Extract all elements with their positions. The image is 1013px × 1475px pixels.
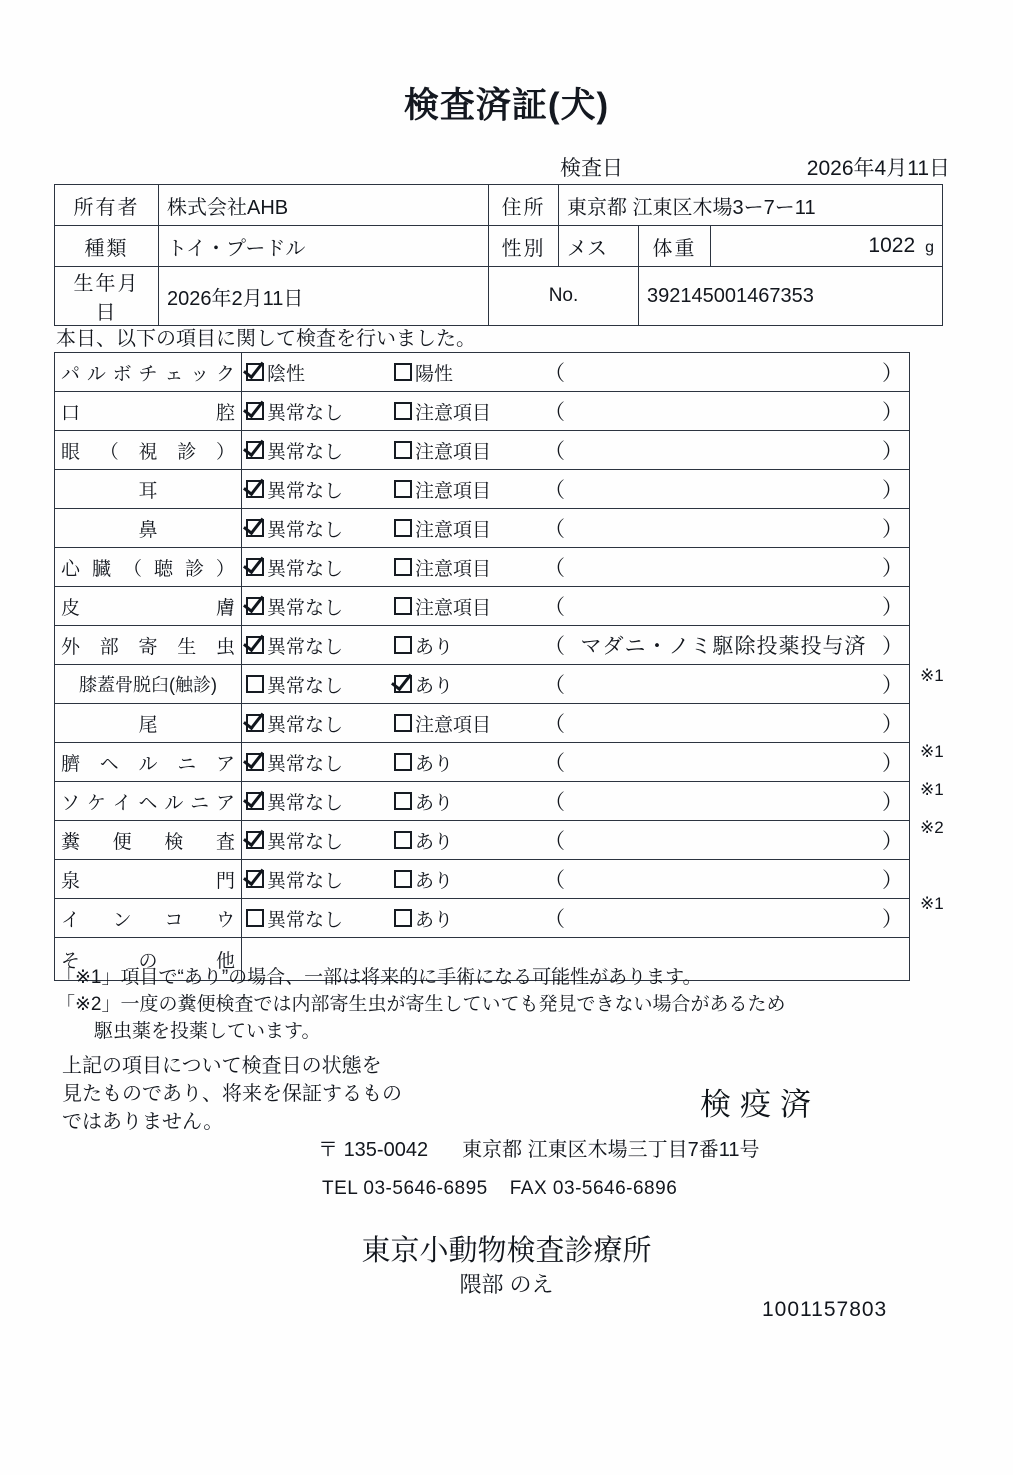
checkbox-option-1[interactable] [246,749,394,776]
checkbox-option-1-label: 異常なし [267,714,344,736]
checklist-item-label: 糞 便 検 査 [55,821,242,860]
checkbox-option-1-label: 異常なし [267,480,344,502]
checklist-note-field[interactable] [544,552,909,582]
paren-close: ） [882,791,903,814]
checkbox-option-1-label: 異常なし [267,558,344,580]
checklist-item-label-other: そ の 他 [55,938,242,981]
clinic-name: 東京小動物検査診療所 [361,1235,652,1267]
checkbox-option-1-label: 異常なし [267,441,344,463]
checklist-item-options [242,899,910,938]
checklist-item-options [242,353,910,392]
checkbox-option-1[interactable] [246,398,394,425]
footnote-marker: ※1 [920,741,944,761]
checklist-item-options [242,431,910,470]
checklist-item-label: 耳 [55,470,242,509]
exam-date-line [560,152,950,182]
checklist-item-options [242,665,910,704]
clinic-contact-line [322,1178,677,1200]
birth-value: 2026年2月11日 [159,267,489,326]
disclaimer-line-2: 見たものであり、将来を保証するもの [62,1083,402,1105]
checkbox-icon[interactable] [394,519,412,537]
checkbox-option-2[interactable] [394,671,544,698]
postal-code [318,1139,428,1161]
checklist-item-label: 心 臓 （ 聴 診 ） [55,548,242,587]
registration-no-value: 392145001467353 [639,267,943,326]
checkbox-icon[interactable] [394,441,412,459]
address-value: 東京都 江東区木場3ー7ー11 [559,185,943,226]
paren-open: （ [544,362,565,385]
checkbox-option-1-label: 異常なし [267,636,344,658]
checkbox-icon[interactable] [394,753,412,771]
checklist-item-label: 外 部 寄 生 虫 [55,626,242,665]
paren-open: （ [544,635,565,658]
breed-label: 種類 [55,226,159,267]
checklist-item-label: ソ ケ イ ヘ ル ニ ア [55,782,242,821]
checkbox-option-2-label: あり [415,675,454,697]
paren-close: ） [882,440,903,463]
footnote-marker [916,504,986,542]
checkbox-option-2-label: あり [415,792,454,814]
checklist-row [55,626,910,665]
checkbox-option-2[interactable] [394,398,544,425]
checklist-note-field[interactable] [544,786,909,816]
checkbox-option-1[interactable] [246,359,394,386]
checklist-row [55,899,910,938]
checklist-item-label: 尾 [55,704,242,743]
paren-open: （ [544,440,565,463]
paren-open: （ [544,908,565,931]
checkbox-icon[interactable] [246,519,264,537]
paren-close: ） [882,518,903,541]
checkbox-icon[interactable] [394,870,412,888]
checklist-note-field[interactable] [544,630,909,660]
exam-date-value: 2026年4月11日 [806,157,950,180]
checkbox-option-1-label: 異常なし [267,870,344,892]
inspection-checklist-table [54,352,910,981]
checklist-row [55,509,910,548]
checkbox-icon[interactable] [246,558,264,576]
checkbox-option-1[interactable] [246,710,394,737]
checkbox-option-2-label: 注意項目 [415,519,492,541]
checklist-row [55,665,910,704]
registration-no-label: No. [489,267,639,326]
checkbox-option-2[interactable] [394,749,544,776]
checkbox-icon[interactable] [246,441,264,459]
page-title: 検査済証(犬) [403,86,610,125]
checkbox-icon[interactable] [394,480,412,498]
checkbox-option-2-label: あり [415,870,454,892]
checkbox-icon[interactable] [246,792,264,810]
checkbox-option-2[interactable] [394,905,544,932]
checkbox-icon[interactable] [246,480,264,498]
paren-close: ） [882,401,903,424]
checkbox-option-2-label: 注意項目 [415,597,492,619]
document-serial-number: 1001157803 [762,1298,888,1321]
checklist-row [55,821,910,860]
paren-close: ） [882,674,903,697]
checklist-item-options [242,860,910,899]
checklist-note-field[interactable] [544,357,909,387]
checklist-item-options [242,704,910,743]
checklist-row [55,548,910,587]
checkbox-option-2[interactable] [394,710,544,737]
checkbox-option-2[interactable] [394,593,544,620]
paren-open: （ [544,518,565,541]
weight-cell [711,226,943,267]
checkbox-option-1-label: 異常なし [267,402,344,424]
checkbox-option-2[interactable] [394,788,544,815]
exam-date-label: 検査日 [560,157,623,180]
footnote-marker [916,352,986,390]
checklist-item-label: 眼 （ 視 診 ） [55,431,242,470]
postal-mark-icon: 〒 [318,1139,338,1161]
checklist-note-field[interactable] [544,903,909,933]
checkbox-option-2[interactable] [394,554,544,581]
checkbox-option-1-label: 異常なし [267,831,344,853]
checkbox-option-1[interactable] [246,866,394,893]
owner-value: 株式会社AHB [159,185,489,226]
checklist-note-field[interactable] [544,669,909,699]
checkbox-option-2[interactable] [394,827,544,854]
paren-close: ） [882,830,903,853]
clinic-fax: FAX 03-5646-6896 [509,1178,678,1199]
checklist-item-options [242,743,910,782]
table-row-owner [55,185,943,226]
checkbox-option-1[interactable] [246,827,394,854]
checkbox-option-2-label: 注意項目 [415,714,492,736]
checkbox-icon[interactable] [246,675,264,693]
footnote-marker: ※1 [920,780,944,800]
footnote-marker: ※1 [920,665,944,685]
weight-label: 体重 [639,226,711,267]
checkbox-option-1-label: 異常なし [267,792,344,814]
checkbox-option-2[interactable] [394,632,544,659]
checklist-row [55,782,910,821]
birth-label: 生年月日 [55,267,159,326]
checkbox-icon[interactable] [246,636,264,654]
breed-value: トイ・プードル [159,226,489,267]
footnote-2-line1: 「※2」一度の糞便検査では内部寄生虫が寄生していても発見できない場合があるため [56,994,786,1015]
checklist-item-label: イ ン コ ウ [55,899,242,938]
checklist-item-options [242,470,910,509]
checklist-item-label: 臍 ヘ ル ニ ア [55,743,242,782]
checkbox-icon[interactable] [394,714,412,732]
checkbox-option-1[interactable] [246,593,394,620]
paren-close: ） [882,362,903,385]
checklist-item-label: 泉 門 [55,860,242,899]
paren-open: （ [544,752,565,775]
checklist-item-options [242,548,910,587]
checklist-item-options [242,626,910,665]
weight-value: 1022 [868,234,916,257]
paren-close: ） [882,479,903,502]
checkbox-icon[interactable] [394,558,412,576]
footnote-marker [916,847,986,885]
checkbox-option-1[interactable] [246,788,394,815]
sex-label: 性別 [489,226,559,267]
paren-close: ） [882,713,903,736]
checklist-note-field[interactable] [544,513,909,543]
address-label: 住所 [489,185,559,226]
checkbox-option-2-label: 注意項目 [415,402,492,424]
checkbox-icon[interactable] [246,363,264,381]
footnote-marker: ※1 [920,894,944,914]
clinic-tel: TEL 03-5646-6895 [322,1178,488,1199]
table-row-birth [55,267,943,326]
weight-unit: g [925,239,935,256]
checkbox-icon[interactable] [394,909,412,927]
checklist-item-options [242,587,910,626]
checklist-row [55,743,910,782]
checklist-note-field[interactable] [544,825,909,855]
checklist-row [55,704,910,743]
checkbox-icon[interactable] [394,792,412,810]
paren-open: （ [544,713,565,736]
paren-close: ） [882,635,903,658]
checkbox-option-2[interactable] [394,515,544,542]
checkbox-icon[interactable] [246,597,264,615]
checkbox-option-1[interactable] [246,905,394,932]
checkbox-icon[interactable] [394,675,412,693]
checklist-note-field[interactable] [544,708,909,738]
checkbox-option-2-label: 注意項目 [415,558,492,580]
checklist-note-field[interactable] [544,474,909,504]
footnote-marker [916,466,986,504]
paren-open: （ [544,674,565,697]
checkbox-option-2-label: あり [415,909,454,931]
paren-open: （ [544,869,565,892]
checklist-item-label: 口 腔 [55,392,242,431]
checklist-item-label: 皮 膚 [55,587,242,626]
footnote-marker [916,542,986,580]
checkbox-option-2-label: あり [415,753,454,775]
checkbox-icon[interactable] [394,363,412,381]
footnote-marker [916,695,986,733]
checkbox-option-2-label: 陽性 [415,363,454,385]
footnote-marker [916,428,986,466]
checkbox-option-1-label: 異常なし [267,675,344,697]
checklist-item-options [242,392,910,431]
checklist-item-label: パ ル ボ チ ェ ッ ク [55,353,242,392]
checkbox-option-2[interactable] [394,476,544,503]
owner-label: 所有者 [55,185,159,226]
checklist-row [55,470,910,509]
checklist-row [55,587,910,626]
checkbox-option-1[interactable] [246,554,394,581]
footnote-1: 「※1」項目で“あり”の場合、一部は将来的に手術になる可能性があります。 [56,967,702,988]
checkbox-icon[interactable] [246,753,264,771]
checkbox-option-2-label: 注意項目 [415,441,492,463]
zip-value: 135-0042 [343,1139,429,1161]
checkbox-icon[interactable] [246,402,264,420]
paren-open: （ [544,479,565,502]
paren-close: ） [882,869,903,892]
sex-value: メス [559,226,639,267]
checkbox-option-2-label: 注意項目 [415,480,492,502]
checklist-row [55,392,910,431]
clinic-address-line [318,1133,760,1162]
checklist-item-label: 膝蓋骨脱臼(触診) [55,665,242,704]
footnotes [56,964,786,1045]
checklist-note-field[interactable] [544,435,909,465]
checklist-note-field[interactable] [544,864,909,894]
checkbox-option-1[interactable] [246,437,394,464]
checkbox-option-1[interactable] [246,632,394,659]
checklist-row [55,353,910,392]
footnote-marker [916,619,986,657]
checklist-note-field[interactable] [544,747,909,777]
table-row-breed [55,226,943,267]
checkbox-option-2[interactable] [394,866,544,893]
clinic-address: 東京都 江東区木場三丁目7番11号 [462,1139,760,1161]
checklist-note-field[interactable] [544,396,909,426]
checklist-note-field[interactable] [544,591,909,621]
checkbox-option-1-label: 異常なし [267,597,344,619]
paren-close: ） [882,596,903,619]
checkbox-icon[interactable] [394,597,412,615]
paren-open: （ [544,791,565,814]
checkbox-option-1-label: 異常なし [267,753,344,775]
checklist-item-options [242,782,910,821]
lead-sentence: 本日、以下の項目に関して検査を行いました。 [56,328,476,350]
checkbox-icon[interactable] [246,831,264,849]
checklist-row [55,860,910,899]
checkbox-icon[interactable] [246,870,264,888]
paren-open: （ [544,401,565,424]
checkbox-icon[interactable] [394,402,412,420]
quarantine-stamp: 検疫済 [700,1087,820,1122]
checklist-row [55,431,910,470]
paren-close: ） [882,557,903,580]
paren-open: （ [544,557,565,580]
footnote-marker-column [916,352,986,923]
disclaimer-text [62,1052,402,1136]
checkbox-icon[interactable] [394,636,412,654]
footnote-marker: ※2 [920,818,944,838]
paren-open: （ [544,830,565,853]
checklist-item-options [242,509,910,548]
paren-close: ） [882,752,903,775]
checkbox-option-1[interactable] [246,671,394,698]
header-info-table [54,184,943,326]
checklist-item-options [242,821,910,860]
checkbox-option-1[interactable] [246,476,394,503]
paren-open: （ [544,596,565,619]
checkbox-option-1[interactable] [246,515,394,542]
footnote-2-line2: 駆虫薬を投薬しています。 [94,1021,321,1042]
disclaimer-line-3: ではありません。 [62,1111,224,1133]
checklist-item-label: 鼻 [55,509,242,548]
checkbox-option-1-label: 陰性 [267,363,306,385]
checkbox-icon[interactable] [246,714,264,732]
disclaimer-line-1: 上記の項目について検査日の状態を [62,1055,382,1077]
checkbox-option-1-label: 異常なし [267,909,344,931]
signer-name: 隈部 のえ [459,1272,554,1297]
footnote-marker [916,581,986,619]
checkbox-icon[interactable] [394,831,412,849]
checkbox-icon[interactable] [246,909,264,927]
checkbox-option-2[interactable] [394,437,544,464]
checklist-note-text: マダニ・ノミ駆除投薬投与済 [580,635,867,658]
checkbox-option-2-label: あり [415,831,454,853]
footnote-marker [916,390,986,428]
checkbox-option-1-label: 異常なし [267,519,344,541]
paren-close: ） [882,908,903,931]
checkbox-option-2[interactable] [394,359,544,386]
checkbox-option-2-label: あり [415,636,454,658]
